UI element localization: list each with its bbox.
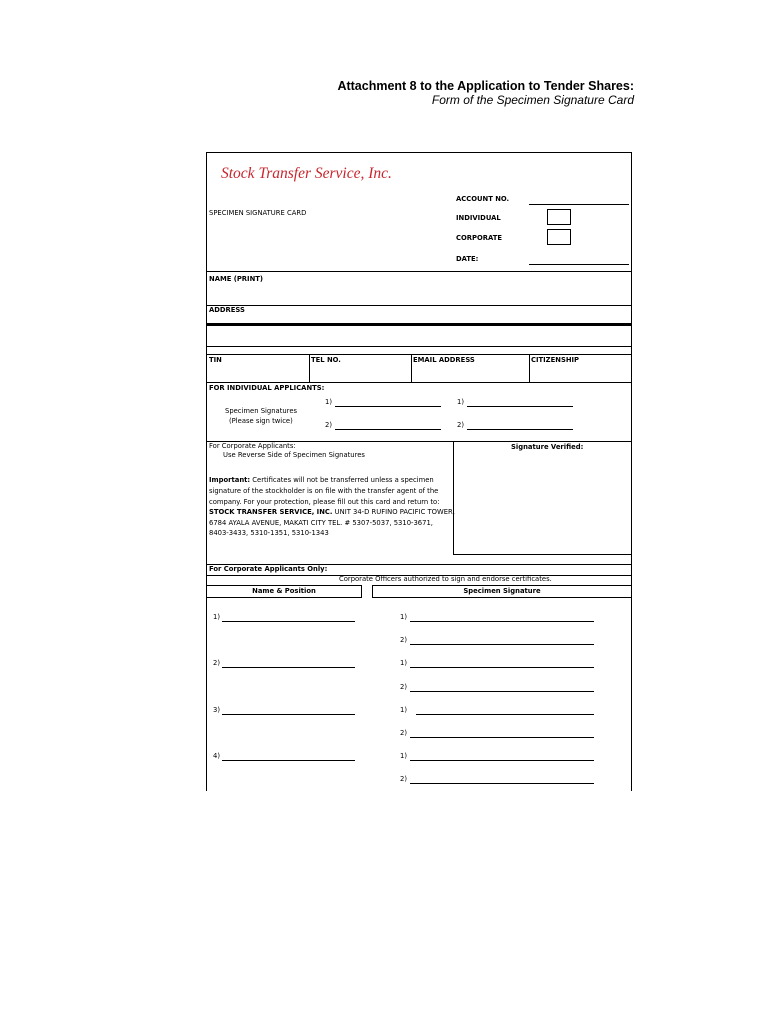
officer-signature-line[interactable] (410, 621, 594, 622)
divider (453, 441, 454, 554)
name-position-header (207, 585, 362, 598)
sig-num-2: 2) (325, 421, 332, 429)
attachment-title: Attachment 8 to the Application to Tender Shares: (337, 79, 634, 93)
tin-label: TIN (209, 356, 222, 364)
important-notice (209, 477, 434, 485)
officer-signature-line[interactable] (410, 737, 594, 738)
address-label: ADDRESS (209, 306, 245, 314)
officer-sig-num-2: 2) (400, 729, 407, 737)
specimen-signature-card (206, 152, 632, 791)
officer-num-2: 2) (213, 659, 220, 667)
individual-checkbox[interactable] (547, 209, 571, 225)
officer-name-line[interactable] (222, 621, 355, 622)
officers-authorized-text: Corporate Officers authorized to sign and endorse certificates. (339, 575, 552, 583)
attachment-subtitle: Form of the Specimen Signature Card (431, 93, 634, 107)
corporate-only-label: For Corporate Applicants Only: (209, 565, 328, 573)
name-field-line[interactable] (207, 305, 631, 306)
individual-signature-line[interactable] (335, 429, 441, 430)
corporate-applicants-label: For Corporate Applicants: (209, 442, 296, 450)
address-field-line[interactable] (207, 323, 631, 326)
date-field[interactable] (529, 264, 629, 265)
important-company: STOCK TRANSFER SERVICE, INC. (209, 508, 333, 516)
divider (529, 354, 530, 382)
important-text: 6784 AYALA AVENUE, MAKATI CITY TEL. # 5307-5037, 5310-3671, (209, 519, 433, 527)
officer-sig-num-1: 1) (400, 752, 407, 760)
officer-signature-line[interactable] (410, 691, 594, 692)
card-title: SPECIMEN SIGNATURE CARD (209, 209, 307, 217)
corporate-label: CORPORATE (456, 234, 503, 242)
divider (309, 354, 310, 382)
email-label: EMAIL ADDRESS (413, 356, 475, 364)
tel-no-label: TEL NO. (311, 356, 341, 364)
corporate-checkbox[interactable] (547, 229, 571, 245)
officer-name-line[interactable] (222, 760, 355, 761)
citizenship-label: CITIZENSHIP (531, 356, 580, 364)
divider (207, 346, 631, 347)
divider (411, 354, 412, 382)
officer-signature-line[interactable] (410, 667, 594, 668)
officer-signature-line[interactable] (410, 783, 594, 784)
officer-sig-num-1: 1) (400, 706, 407, 714)
officer-signature-line[interactable] (410, 644, 594, 645)
sig-num-1: 1) (457, 398, 464, 406)
officer-sig-num-2: 2) (400, 636, 407, 644)
officer-name-line[interactable] (222, 667, 355, 668)
date-label: DATE: (456, 255, 479, 263)
account-no-label: ACCOUNT NO. (456, 195, 510, 203)
please-sign-twice-label: (Please sign twice) (229, 417, 293, 425)
important-text: 8403-3433, 5310-1351, 5310-1343 (209, 529, 329, 537)
officer-signature-line[interactable] (416, 714, 594, 715)
company-logo-text: Stock Transfer Service, Inc. (221, 165, 392, 182)
officer-sig-num-1: 1) (400, 613, 407, 621)
divider (207, 354, 631, 355)
specimen-signatures-label: Specimen Signatures (225, 407, 298, 415)
officer-sig-num-2: 2) (400, 683, 407, 691)
officer-sig-num-1: 1) (400, 659, 407, 667)
officer-name-line[interactable] (222, 714, 355, 715)
important-text: company. For your protection, please fill out this card and return to: (209, 498, 440, 506)
important-text: signature of the stockholder is on file with the transfer agent of the (209, 487, 439, 495)
officer-num-3: 3) (213, 706, 220, 714)
important-text: UNIT 34-D RUFINO PACIFIC TOWER, (332, 508, 455, 516)
divider (207, 382, 631, 383)
individual-signature-line[interactable] (467, 406, 573, 407)
account-no-field[interactable] (529, 204, 629, 205)
individual-applicants-label: FOR INDIVIDUAL APPLICANTS: (209, 384, 325, 392)
important-label: Important: (209, 476, 251, 484)
name-position-label: Name & Position (252, 587, 316, 595)
signature-verified-label: Signature Verified: (511, 443, 584, 451)
individual-label: INDIVIDUAL (456, 214, 501, 222)
officer-signature-line[interactable] (410, 760, 594, 761)
divider (207, 271, 631, 272)
specimen-signature-label: Specimen Signature (463, 587, 541, 595)
name-print-label: NAME (PRINT) (209, 275, 264, 283)
important-address (209, 509, 455, 517)
individual-signature-line[interactable] (467, 429, 573, 430)
sig-num-1: 1) (325, 398, 332, 406)
use-reverse-side-text: Use Reverse Side of Specimen Signatures (223, 451, 365, 459)
individual-signature-line[interactable] (335, 406, 441, 407)
officer-num-4: 4) (213, 752, 220, 760)
important-text: Certificates will not be transferred unless a specimen (250, 476, 434, 484)
sig-num-2: 2) (457, 421, 464, 429)
officer-sig-num-2: 2) (400, 775, 407, 783)
officer-num-1: 1) (213, 613, 220, 621)
signature-verified-field[interactable] (453, 554, 631, 555)
specimen-signature-header (372, 585, 631, 598)
